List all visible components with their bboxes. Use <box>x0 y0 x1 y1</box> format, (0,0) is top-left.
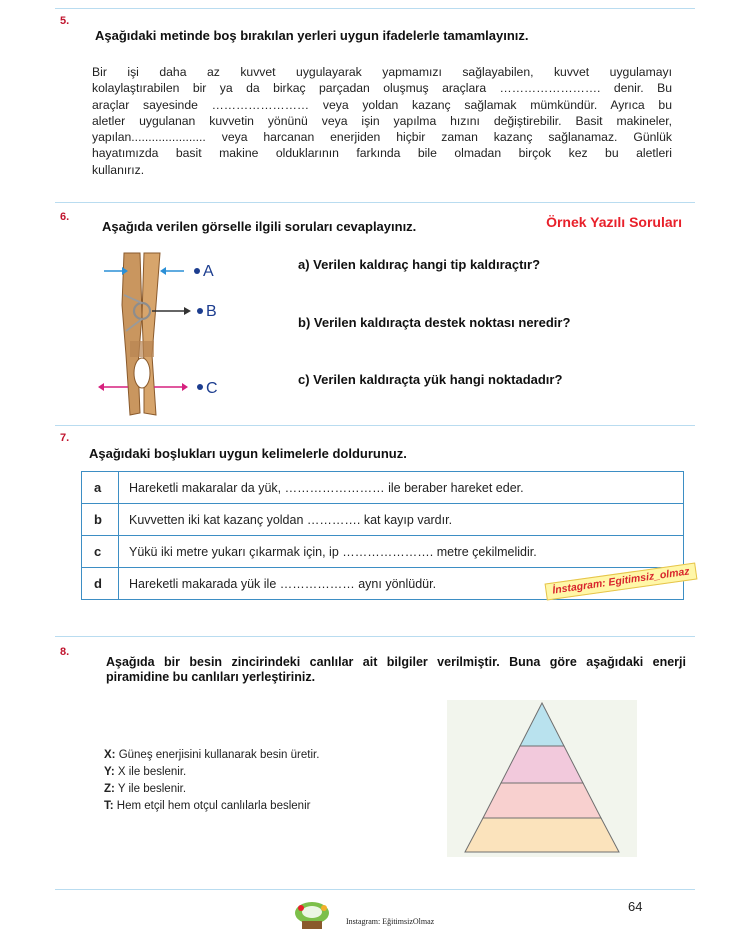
paragraph-line: Bir işi daha az kuvvet uygulayarak yapmamızı sağlayabilen, kuvvet uygulamayı <box>92 65 672 79</box>
row-sentence: Hareketli makaralar da yük, …………………… ile beraber hareket eder. <box>119 472 684 504</box>
divider <box>55 425 695 426</box>
table-row <box>82 536 684 568</box>
footer-instagram: Instagram: EğitimsizOlmaz <box>346 917 435 926</box>
abc-logo-icon <box>292 899 332 933</box>
sub-question-a: a) Verilen kaldıraç hangi tip kaldıraçtır? <box>298 257 541 272</box>
row-sentence: Kuvvetten iki kat kazanç yoldan …………. kat kayıp vardır. <box>119 504 684 536</box>
pyramid-level-third <box>483 783 601 818</box>
divider <box>55 636 695 637</box>
clue-text: Y ile beslenir. <box>114 783 187 795</box>
clue-key: Y: <box>104 766 115 778</box>
point-label-c: C <box>206 380 218 397</box>
clue-text: Hem etçil hem otçul canlılarla beslenir <box>113 800 311 812</box>
fill-in-paragraph <box>92 64 672 178</box>
clue-item <box>104 781 319 798</box>
row-letter: a <box>82 472 119 504</box>
question-number: 5. <box>60 15 70 27</box>
row-sentence: Hareketli makarada yük ile ……………… aynı yönlüdür. <box>119 568 684 600</box>
question-number: 8. <box>60 646 70 658</box>
clue-text: Güneş enerjisini kullanarak besin üretir. <box>115 749 320 761</box>
page-number: 64 <box>628 899 643 914</box>
question-number: 7. <box>60 432 70 444</box>
sub-question-b: b) Verilen kaldıraçta destek noktası neredir? <box>298 315 571 330</box>
clue-text: X ile beslenir. <box>114 766 187 778</box>
row-letter: b <box>82 504 119 536</box>
point-label-a: A <box>203 263 214 280</box>
row-letter: d <box>82 568 119 600</box>
paragraph-line: kolaylaştırabilen bir ya da birkaç parçadan oluşmuş araçlara ……………………. denir. Bu <box>92 81 672 96</box>
clue-key: X: <box>104 749 116 761</box>
clue-item <box>104 798 319 815</box>
paragraph-line: kullanırız. <box>92 162 145 177</box>
row-letter: c <box>82 536 119 568</box>
divider <box>55 889 695 890</box>
sub-question-c: c) Verilen kaldıraçta yük hangi noktadadır? <box>298 372 563 387</box>
instagram-sticker: İnstagram: Egitimsiz_olmaz <box>545 563 698 601</box>
paragraph-line: aletler uygulanan kuvvetin yönünü veya işin yapılma hızını değiştirebilir. Basit makineler, <box>92 113 672 128</box>
pyramid-level-base <box>465 818 619 852</box>
point-label-b: B <box>206 303 217 320</box>
paragraph-line: yapılan...................... veya harcanan enerjiden hiçbir zaman kazanç sağlanamaz. Günlük <box>92 130 672 145</box>
heading-line: Aşağıda bir besin zincirindeki canlılar ait bilgiler verilmiştir. Buna göre aşağıdaki enerji <box>106 655 686 669</box>
organism-clues <box>104 747 319 815</box>
clue-key: Z: <box>104 783 115 795</box>
pyramid-level-second <box>501 746 583 783</box>
divider <box>55 8 695 9</box>
clothespin-lever-figure <box>96 245 246 420</box>
paragraph-line: araçlar sayesinde …………………… veya yoldan kazanç sağlamak mümkündür. Ayrıca bu <box>92 97 672 112</box>
heading-line: piramidine bu canlıları yerleştiriniz. <box>106 670 316 684</box>
question-number: 6. <box>60 211 70 223</box>
clue-item <box>104 747 319 764</box>
question-heading: Aşağıda verilen görselle ilgili soruları cevaplayınız. <box>102 219 417 234</box>
paragraph-line: hayatımızda basit makine olduklarının farkında bile olmadan birçok kez bu aletleri <box>92 146 672 161</box>
energy-pyramid <box>447 700 637 857</box>
clue-key: T: <box>104 800 114 812</box>
watermark-title: Örnek Yazılı Soruları <box>546 214 682 230</box>
divider <box>55 202 695 203</box>
question-heading: Aşağıdaki boşlukları uygun kelimelerle doldurunuz. <box>89 446 407 461</box>
row-sentence: Yükü iki metre yukarı çıkarmak için, ip …………………. metre çekilmelidir. <box>119 536 684 568</box>
pyramid-level-top <box>520 703 564 746</box>
question-heading: Aşağıdaki metinde boş bırakılan yerleri uygun ifadelerle tamamlayınız. <box>95 28 529 43</box>
clue-item <box>104 764 319 781</box>
table-row <box>82 472 684 504</box>
question-heading <box>106 655 686 685</box>
table-row <box>82 504 684 536</box>
